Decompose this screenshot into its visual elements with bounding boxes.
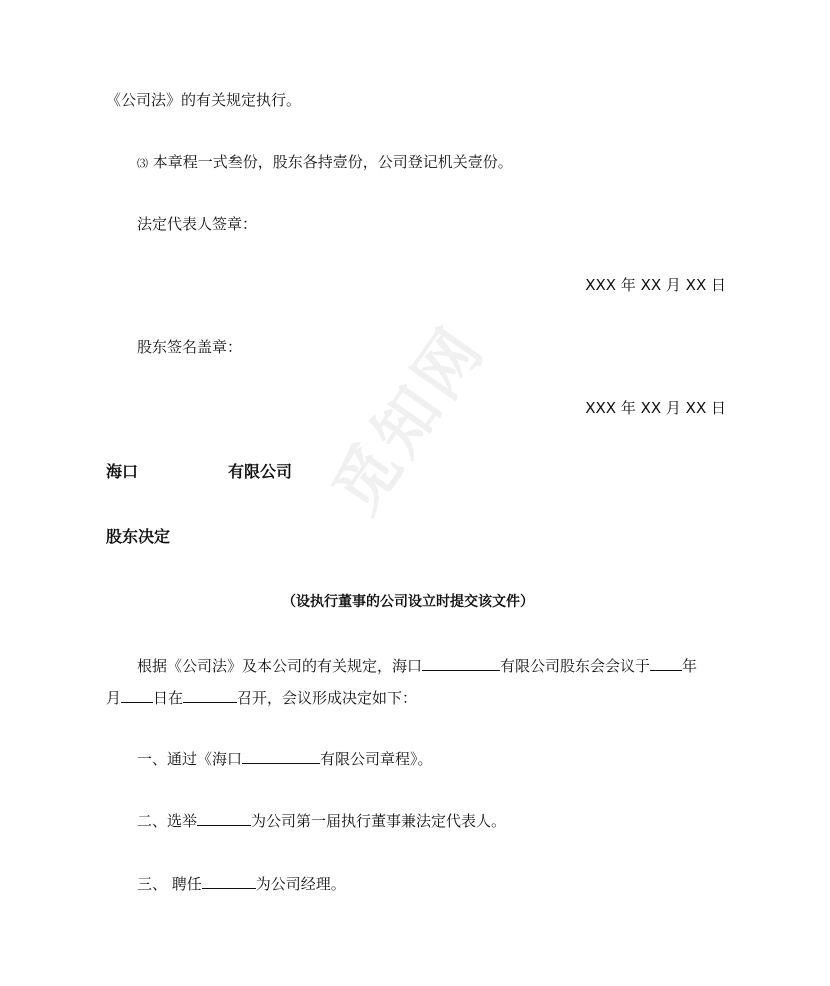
paragraph-text: 月 [106, 689, 122, 707]
clause-text: 本章程一式叁份，股东各持壹份，公司登记机关壹份。 [152, 153, 513, 171]
shareholder-signature-label: 股东签名盖章： [137, 338, 243, 356]
blank-field [202, 872, 256, 889]
text-line-2 [137, 152, 513, 174]
blank-field [183, 686, 237, 703]
date-line-1: XXX 年 XX 月 XX 日 [585, 276, 726, 294]
paragraph-text: 年 [682, 657, 698, 675]
item-text: 有限公司章程》。 [320, 750, 433, 768]
item-text: 一、通过《海口 [137, 750, 243, 768]
item-text: 二、选举 [137, 812, 198, 830]
paragraph-text: 召开，会议形成决定如下： [237, 689, 418, 707]
legal-rep-signature-label: 法定代表人签章： [137, 215, 258, 233]
blank-field [242, 747, 320, 764]
paragraph-text: 日在 [153, 689, 184, 707]
clause-number: ⑶ [137, 157, 148, 170]
item-text: 为公司经理。 [255, 875, 346, 893]
section-heading: 股东决定 [106, 527, 171, 546]
blank-field [650, 654, 682, 671]
decision-item-3 [137, 872, 346, 894]
paragraph-text: 有限公司股东会会议于 [500, 657, 651, 675]
item-text: 为公司第一届执行董事兼法定代表人。 [251, 812, 507, 830]
item-text: 三、 聘任 [137, 875, 202, 893]
paragraph-text: 根据《公司法》及本公司的有关规定，海口 [137, 657, 423, 675]
watermark: 觅知网 [319, 312, 501, 527]
paragraph-1-line-1 [137, 654, 697, 676]
blank-field [197, 809, 251, 826]
text-line-1: 《公司法》的有关规定执行。 [106, 91, 302, 109]
date-line-2: XXX 年 XX 月 XX 日 [585, 399, 726, 417]
document-subtitle: （设执行董事的公司设立时提交该文件） [282, 594, 534, 610]
blank-field [121, 686, 153, 703]
decision-item-1 [137, 747, 433, 769]
company-name-suffix: 有限公司 [228, 462, 293, 481]
blank-field [422, 654, 500, 671]
decision-item-2 [137, 809, 506, 831]
paragraph-1-line-2 [106, 686, 417, 708]
company-name-prefix: 海口 [106, 462, 139, 481]
